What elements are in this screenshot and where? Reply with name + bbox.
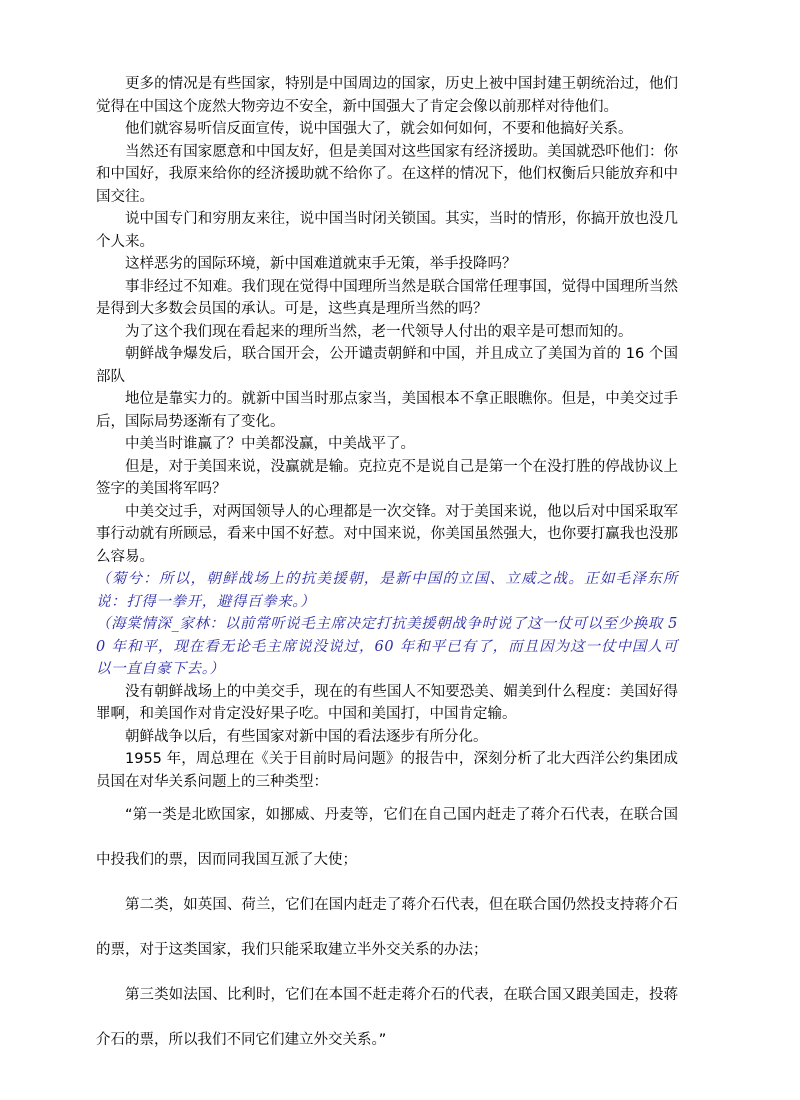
paragraph-15-body: 没有朝鲜战场上的中美交手，现在的有些国人不知要恐美、媚美到什么程度：美国好得罪啊，和美国作对肯定没好果子吃。中国和美国打，中国肯定输。 xyxy=(96,683,678,722)
paragraph-11-body: 但是，对于美国来说，没赢就是输。克拉克不是说自己是第一个在没打胜的停战协议上签字的美国将军吗？ xyxy=(96,458,678,497)
paragraph-6-body: 事非经过不知难。我们现在觉得中国理所当然是联合国常任理事国，觉得中国理所当然是得到大多数会员国的承认。可是，这些真是理所当然的吗？ xyxy=(96,278,678,317)
paragraph-7-body: 为了这个我们现在看起来的理所当然，老一代领导人付出的艰辛是可想而知的。 xyxy=(125,323,633,340)
paragraph-2-body: 他们就容易听信反面宣传，说中国强大了，就会如何如何，不要和他搞好关系。 xyxy=(125,121,633,137)
paragraph-18-quote: “第一类是北欧国家，如挪威、丹麦等，它们在自己国内赶走了蒋介石代表，在联合国中投我们的票，因而同我国互派了大使； xyxy=(96,807,678,868)
paragraph-9-body: 地位是靠实力的。就新中国当时那点家当，美国根本不拿正眼瞧你。但是，中美交过手后，国际局势逐渐有了变化。 xyxy=(96,391,678,430)
paragraph-12-body: 中美交过手，对两国领导人的心理都是一次交锋。对于美国来说，他以后对中国采取军事行动就有所顾忌，看来中国不好惹。对中国来说，你美国虽然强大，也你要打赢我也没那么容易。 xyxy=(96,503,678,565)
paragraph-4-body: 说中国专门和穷朋友来往，说中国当时闭关锁国。其实，当时的情形，你搞开放也没几个人来。 xyxy=(96,211,678,250)
paragraph-5-body: 这样恶劣的国际环境，新中国难道就束手无策，举手投降吗？ xyxy=(125,256,517,272)
paragraph-3-body: 当然还有国家愿意和中国友好，但是美国对这些国家有经济援助。美国就恐吓他们：你和中国好，我原来给你的经济援助就不给你了。在这样的情况下，他们权衡后只能放弃和中国交往。 xyxy=(96,143,678,205)
paragraph-14-note: （海棠情深_家林：以前常听说毛主席决定打抗美援朝战争时说了这一仗可以至少换取 50 年和平，现在看无论毛主席说没说过，60 年和平已有了，而且因为这一仗中国人可以一直自豪下去。） xyxy=(96,616,678,677)
paragraph-10-body: 中美当时谁赢了？中美都没赢，中美战平了。 xyxy=(125,436,415,452)
paragraph-17-body: 1955 年，周总理在《关于目前时局问题》的报告中，深刻分析了北大西洋公约集团成员国在对华关系问题上的三种类型： xyxy=(96,751,678,790)
paragraph-19-quote: 第二类，如英国、荷兰，它们在国内赶走了蒋介石代表，但在联合国仍然投支持蒋介石的票，对于这类国家，我们只能采取建立半外交关系的办法； xyxy=(96,897,678,958)
document-text-body xyxy=(96,73,678,1063)
paragraph-8-body: 朝鲜战争爆发后，联合国开会，公开谴责朝鲜和中国，并且成立了美国为首的 16 个国部队 xyxy=(96,346,678,385)
paragraph-16-body: 朝鲜战争以后，有些国家对新中国的看法逐步有所分化。 xyxy=(125,728,488,745)
paragraph-20-quote: 第三类如法国、比利时，它们在本国不赶走蒋介石的代表，在联合国又跟美国走，投蒋介石的票，所以我们不同它们建立外交关系。” xyxy=(96,987,678,1048)
paragraph-13-note: （菊兮：所以，朝鲜战场上的抗美援朝，是新中国的立国、立威之战。正如毛泽东所说：打得一拳开，避得百拳来。） xyxy=(96,571,678,610)
paragraph-1-body: 更多的情况是有些国家，特别是中国周边的国家，历史上被中国封建王朝统治过，他们觉得在中国这个庞然大物旁边不安全，新中国强大了肯定会像以前那样对待他们。 xyxy=(96,76,678,115)
